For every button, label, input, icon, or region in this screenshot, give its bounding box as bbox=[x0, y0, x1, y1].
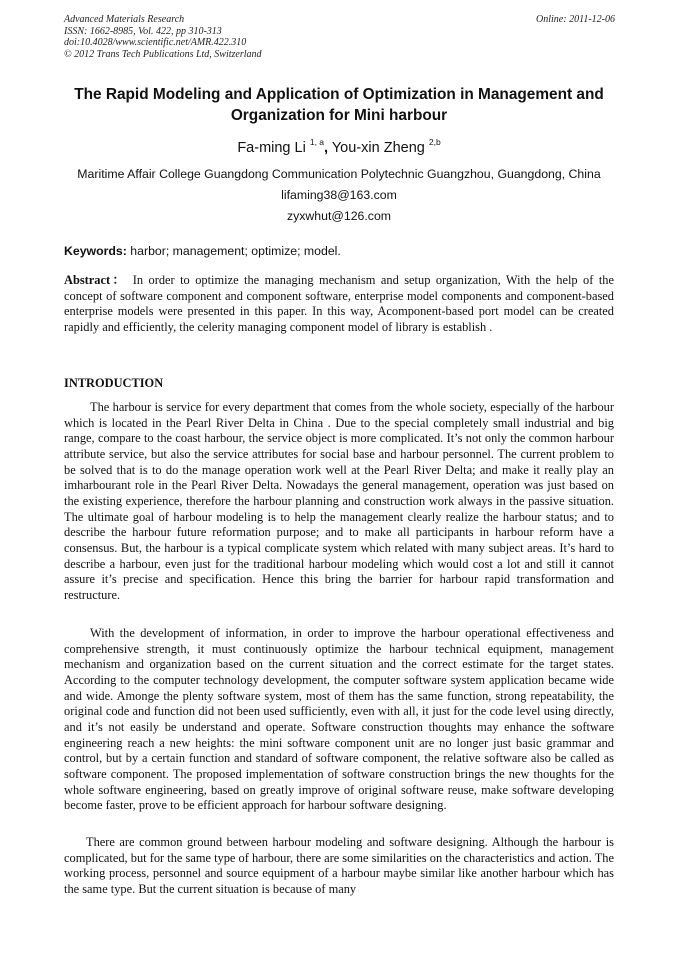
affiliation: Maritime Affair College Guangdong Communication Polytechnic Guangzhou, Guangdong, China bbox=[77, 167, 601, 181]
issn-line: ISSN: 1662-8985, Vol. 422, pp 310-313 bbox=[64, 25, 222, 37]
body-paragraph-3: There are common ground between harbour modeling and software designing. Although the harbour is complicated, but for the same type of harbour, there are some similarities on the characteristics and action. The working process, personnel and source equipment of a harbour maybe similar like another harbour which has the same type. But the current situation is because of many bbox=[64, 835, 614, 896]
author-separator: , bbox=[324, 140, 329, 156]
abstract-label: Abstract： bbox=[64, 273, 128, 287]
section-heading-introduction: INTRODUCTION bbox=[64, 376, 164, 390]
keywords-label: Keywords: bbox=[64, 244, 127, 258]
keywords-text: harbor; management; optimize; model. bbox=[130, 244, 341, 258]
body-paragraph-2: With the development of information, in order to improve the harbour operational effectiveness and comprehensive strength, it must continuously optimize the harbour technical equipment, management mechanism and organization based on the current situation and the correct estimate for the target states. According to the computer technology development, the computer software system application became wide and wide. Amonge the plenty software system, most of them has the same function, strong repeatability, the original code and function did not been used sufficiently, even with all, it just for the code level using directly, and it’s not easily be understand and operate. Software construction thoughts may enhance the software engineering reach a new heights: the mini software component unit are no longer just basic grammar and control, but by a certain function and standard of software component, the relative software also be called as software component. The proposed implementation of software construction brings the new thoughts for the whole software engineering, based on greatly improve of original software reuse, make software developing become faster, prove to be efficient approach for harbour software designing. bbox=[64, 626, 614, 813]
abstract bbox=[64, 273, 614, 336]
copyright-line: © 2012 Trans Tech Publications Ltd, Switzerland bbox=[64, 48, 262, 60]
body-paragraph-1: The harbour is service for every department that comes from the whole society, especially of the harbour which is located in the Pearl River Delta in China . Due to the special completely small industrial and big range, compare to the coast harbour, the service object is more complicated. It’s not only the common harbour attribute service, but also the service attributes for social base and harbour personnel. The current problem to be solved that is to do the manage operation work well at the Pearl River Delta; and make it really play an imharbourant role in the Pearl River Delta. Nowadays the general management, operation was just based on the existing experience, therefore the harbour planning and construction work always in the passive situation. The ultimate goal of harbour modeling is to help the management clearly realize the harbour status; and to describe the harbour future reformation purpose; and to make all participants in harbour reform have a consensus. But, the harbour is a typical complicate system which related with many subject areas. It’s hard to describe a harbour, even just for the traditional harbour modeling which would cost a lot and still it cannot assure it’s precise and specification. Hence this bring the barrier for harbour rapid transformation and restructure. bbox=[64, 400, 614, 602]
email-1: lifaming38@163.com bbox=[281, 188, 397, 202]
author-line bbox=[48, 138, 630, 158]
author-1-affil-mark: 1, a bbox=[309, 137, 325, 147]
journal-header bbox=[64, 14, 364, 60]
author-2-affil-mark: 2,b bbox=[428, 137, 441, 147]
email-2: zyxwhut@126.com bbox=[286, 209, 392, 223]
abstract-text: In order to optimize the managing mechanism and setup organization, With the help of the concept of software component and component software, enterprise model components and component-based enterprise models were presented in this paper. In this way, Acomponent-based port model can be created rapidly and efficiently, the celerity managing component model of library is establish . bbox=[64, 273, 614, 334]
online-date: Online: 2011-12-06 bbox=[536, 14, 615, 25]
paper-title: The Rapid Modeling and Application of Optimization in Management and Organization for Mini harbour bbox=[74, 86, 604, 124]
author-1: Fa-ming Li bbox=[237, 140, 306, 156]
author-2: You-xin Zheng bbox=[331, 140, 425, 156]
journal-name: Advanced Materials Research bbox=[64, 14, 185, 25]
keywords bbox=[64, 243, 614, 259]
doi-line: doi:10.4028/www.scientific.net/AMR.422.310 bbox=[64, 37, 247, 49]
